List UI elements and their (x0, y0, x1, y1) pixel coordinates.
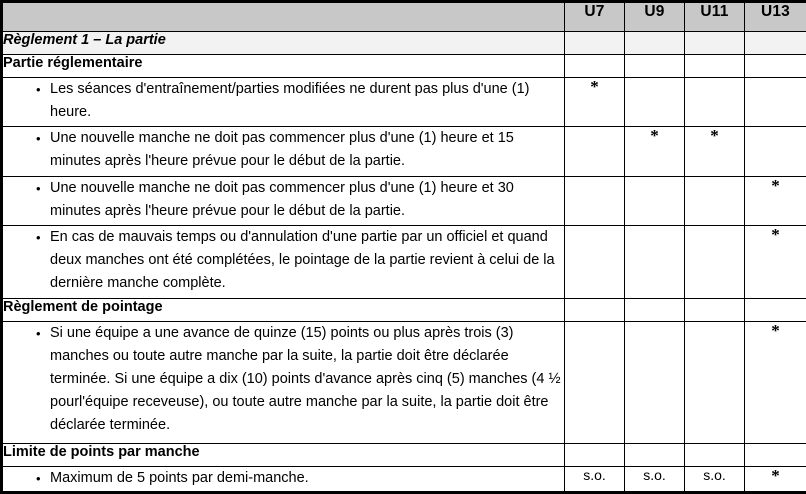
asterisk-icon: * (710, 126, 719, 146)
rule-description-cell (2, 225, 565, 298)
mark-cell-u11 (685, 443, 745, 466)
mark-cell-u7 (565, 299, 625, 322)
table-header-row (2, 2, 806, 32)
bullet-text: Maximum de 5 points par demi-manche. (50, 469, 309, 486)
mark-cell-u9 (625, 176, 685, 225)
not-applicable-label: s.o. (643, 466, 666, 483)
mark-cell-u9 (625, 78, 685, 127)
table-row-section (2, 443, 806, 466)
not-applicable-label: s.o. (583, 466, 606, 483)
table-row (2, 78, 806, 127)
bullet-item (3, 127, 564, 173)
header-cell-description (2, 2, 565, 32)
table-row-title (2, 32, 806, 55)
mark-cell-u7 (565, 466, 625, 492)
section-heading: Partie réglementaire (2, 55, 565, 78)
mark-cell-u9 (625, 127, 685, 176)
mark-cell-u13 (745, 176, 806, 225)
table-row (2, 322, 806, 444)
mark-cell-u9 (625, 443, 685, 466)
mark-cell-u11 (685, 32, 745, 55)
table-body (2, 32, 806, 493)
mark-cell-u7 (565, 443, 625, 466)
asterisk-icon: * (771, 465, 780, 485)
asterisk-icon: * (771, 321, 780, 341)
mark-cell-u7 (565, 32, 625, 55)
bullet-dot-icon: • (36, 470, 41, 486)
rule-title: Règlement 1 – La partie (2, 32, 565, 55)
mark-cell-u7 (565, 322, 625, 444)
section-heading: Limite de points par manche (2, 443, 565, 466)
mark-cell-u13 (745, 443, 806, 466)
rule-description-cell (2, 466, 565, 492)
mark-cell-u13 (745, 299, 806, 322)
bullet-item (3, 467, 564, 490)
mark-cell-u7 (565, 127, 625, 176)
mark-cell-u7 (565, 55, 625, 78)
mark-cell-u13 (745, 322, 806, 444)
mark-cell-u7 (565, 176, 625, 225)
bullet-dot-icon: • (36, 326, 41, 342)
bullet-item (3, 322, 564, 437)
mark-cell-u7 (565, 78, 625, 127)
mark-cell-u13 (745, 466, 806, 492)
rule-description-cell (2, 176, 565, 225)
not-applicable-label: s.o. (703, 466, 726, 483)
table-row (2, 176, 806, 225)
header-cell-u11: U11 (685, 2, 745, 32)
bullet-dot-icon: • (36, 229, 41, 245)
bullet-dot-icon: • (36, 131, 41, 147)
mark-cell-u11 (685, 176, 745, 225)
bullet-dot-icon: • (36, 180, 41, 196)
mark-cell-u11 (685, 55, 745, 78)
mark-cell-u13 (745, 55, 806, 78)
bullet-text: Une nouvelle manche ne doit pas commencer plus d'une (1) heure et 30 minutes après l'heure prévue pour le début de la partie. (50, 179, 514, 219)
bullet-text: Une nouvelle manche ne doit pas commencer plus d'une (1) heure et 15 minutes après l'heure prévue pour le début de la partie. (50, 130, 514, 170)
rule-description-cell (2, 127, 565, 176)
mark-cell-u9 (625, 225, 685, 298)
header-cell-u7: U7 (565, 2, 625, 32)
mark-cell-u11 (685, 322, 745, 444)
mark-cell-u13 (745, 127, 806, 176)
mark-cell-u11 (685, 127, 745, 176)
bullet-item (3, 177, 564, 223)
mark-cell-u11 (685, 299, 745, 322)
mark-cell-u9 (625, 55, 685, 78)
rule-description-cell (2, 78, 565, 127)
bullet-item (3, 78, 564, 124)
mark-cell-u13 (745, 32, 806, 55)
mark-cell-u11 (685, 78, 745, 127)
bullet-item (3, 226, 564, 295)
header-cell-u9: U9 (625, 2, 685, 32)
mark-cell-u13 (745, 78, 806, 127)
table-row-section (2, 55, 806, 78)
table-row (2, 127, 806, 176)
mark-cell-u7 (565, 225, 625, 298)
mark-cell-u13 (745, 225, 806, 298)
asterisk-icon: * (650, 126, 659, 146)
rule-description-cell (2, 322, 565, 444)
mark-cell-u11 (685, 225, 745, 298)
asterisk-icon: * (590, 77, 599, 96)
mark-cell-u9 (625, 466, 685, 492)
mark-cell-u9 (625, 322, 685, 444)
table-row-section (2, 299, 806, 322)
bullet-dot-icon: • (36, 82, 41, 97)
mark-cell-u9 (625, 299, 685, 322)
mark-cell-u11 (685, 466, 745, 492)
table-row (2, 466, 806, 492)
asterisk-icon: * (771, 224, 780, 244)
header-cell-u13: U13 (745, 2, 806, 32)
bullet-text: En cas de mauvais temps ou d'annulation d'une partie par un officiel et quand deux manches ont été complétées, le pointage de la partie revient à celui de la dernière manche complète. (50, 228, 555, 291)
bullet-text: Les séances d'entraînement/parties modifiées ne durent pas plus d'une (1) heure. (50, 81, 530, 120)
mark-cell-u9 (625, 32, 685, 55)
asterisk-icon: * (771, 175, 780, 195)
table-row (2, 225, 806, 298)
section-heading: Règlement de pointage (2, 299, 565, 322)
bullet-text: Si une équipe a une avance de quinze (15) points ou plus après trois (3) manches ou toute autre manche par la suite, la partie doit être déclarée terminée. Si une équipe a dix (10) points d'avance après cinq (5) manches (4 ½ pourl'équipe receveuse), ou toute autre manche par la suite, la partie doit être déclarée terminée. (50, 325, 561, 434)
